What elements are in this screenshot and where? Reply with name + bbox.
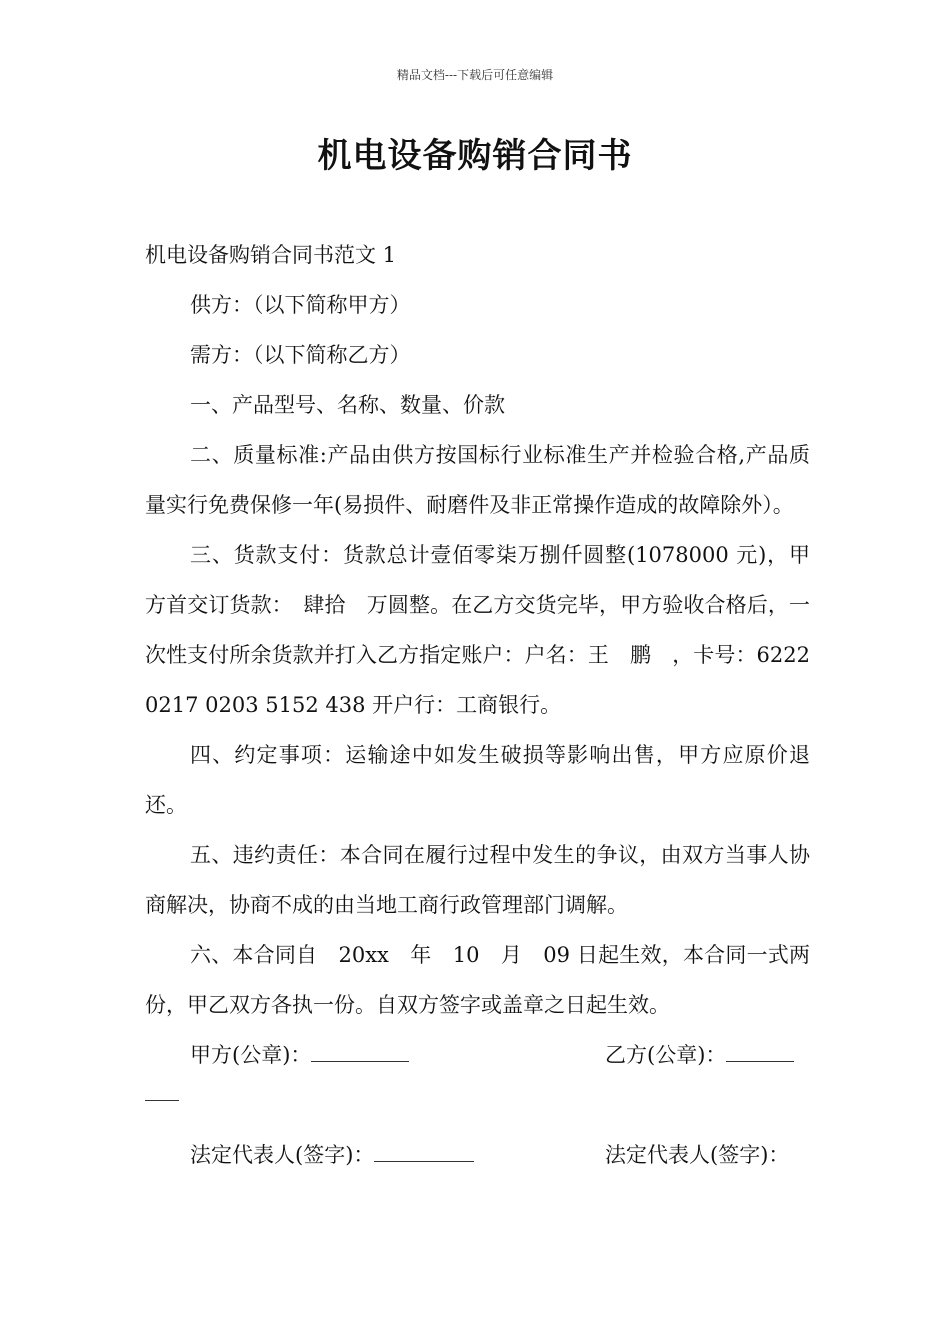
legal-rep-a-label: 法定代表人(签字)： — [190, 1143, 375, 1167]
legal-rep-a-blank — [374, 1133, 474, 1162]
supplier-line: 供方：（以下简称甲方） — [190, 293, 411, 317]
party-b-seal — [605, 1030, 794, 1080]
page-header: 精品文档---下载后可任意编辑 — [396, 68, 554, 82]
party-a-seal — [190, 1030, 409, 1080]
document-title: 机电设备购销合同书 — [317, 136, 633, 176]
legal-rep-row — [145, 1130, 810, 1180]
clause-5: 五、违约责任：本合同在履行过程中发生的争议，由双方当事人协商解决，协商不成的由当地工商行政管理部门调解。 — [145, 843, 810, 917]
clause-1: 一、产品型号、名称、数量、价款 — [190, 393, 505, 417]
legal-rep-b — [605, 1130, 789, 1180]
clause-4: 四、约定事项：运输途中如发生破损等影响出售，甲方应原价退还。 — [145, 743, 810, 817]
seal-row — [145, 1030, 810, 1080]
legal-rep-b-label: 法定代表人(签字)： — [605, 1143, 790, 1167]
legal-rep-a — [190, 1130, 474, 1180]
party-a-seal-blank — [311, 1033, 409, 1062]
party-b-seal-blank-continued — [145, 1100, 179, 1101]
clause-3: 三、货款支付：货款总计壹佰零柒万捌仟圆整(1078000 元)，甲方首交订货款： 肆拾 万圆整。在乙方交货完毕，甲方验收合格后，一次性支付所余货款并打入乙方指定账户：户名：王 鹏 ，卡号：6222 0217 0203 5152 438 开户行：工商银行。 — [145, 543, 810, 717]
buyer-line: 需方：（以下简称乙方） — [190, 343, 411, 367]
clause-2: 二、质量标准:产品由供方按国标行业标准生产并检验合格,产品质量实行免费保修一年(易损件、耐磨件及非正常操作造成的故障除外）。 — [145, 443, 810, 517]
document-body — [145, 230, 810, 1180]
party-b-seal-blank — [726, 1033, 794, 1062]
party-b-seal-label: 乙方(公章)： — [605, 1043, 727, 1067]
clause-6: 六、本合同自 20xx 年 10 月 09 日起生效，本合同一式两份，甲乙双方各执一份。自双方签字或盖章之日起生效。 — [145, 943, 810, 1017]
party-a-seal-label: 甲方(公章)： — [190, 1043, 312, 1067]
subtitle: 机电设备购销合同书范文 1 — [145, 243, 397, 267]
